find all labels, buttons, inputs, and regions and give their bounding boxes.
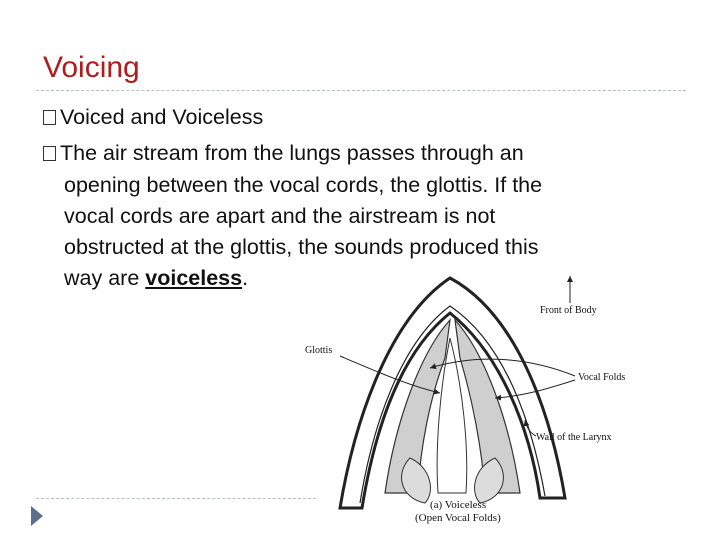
keyword-voiceless: voiceless <box>145 266 243 290</box>
larynx-diagram <box>300 258 626 533</box>
label-front-of-body: Front of Body <box>540 305 597 316</box>
last-line-suffix: . <box>242 266 249 290</box>
nav-arrow-icon[interactable] <box>31 506 43 526</box>
paragraph-line-1: opening between the vocal cords, the glottis. If the <box>64 173 543 197</box>
left-arytenoid <box>402 458 431 503</box>
paragraph-line-4 <box>64 263 252 294</box>
caption-open-folds: (Open Vocal Folds) <box>415 512 501 524</box>
bullet-text-1: Voiced and Voiceless <box>60 105 264 129</box>
checkbox-bullet-icon <box>43 110 56 125</box>
bullet-item-1 <box>43 102 263 133</box>
right-arytenoid <box>475 458 504 503</box>
label-vocal-folds: Vocal Folds <box>578 372 626 383</box>
caption-voiceless: (a) Voiceless <box>430 499 487 511</box>
footer-divider <box>36 498 316 499</box>
paragraph-line-3: obstructed at the glottis, the sounds produced this <box>64 235 539 259</box>
bullet-item-2 <box>43 138 524 169</box>
larynx-diagram-svg <box>300 258 626 528</box>
label-wall-of-larynx: Wall of the Larynx <box>536 432 612 443</box>
slide-title: Voicing <box>43 51 140 84</box>
title-divider <box>36 90 686 91</box>
bullet-text-2: The air stream from the lungs passes through an <box>60 141 524 165</box>
label-glottis: Glottis <box>305 345 333 356</box>
last-line-prefix: way are <box>64 266 146 290</box>
paragraph-line-2: vocal cords are apart and the airstream is not <box>64 204 496 228</box>
checkbox-bullet-icon <box>43 146 56 161</box>
